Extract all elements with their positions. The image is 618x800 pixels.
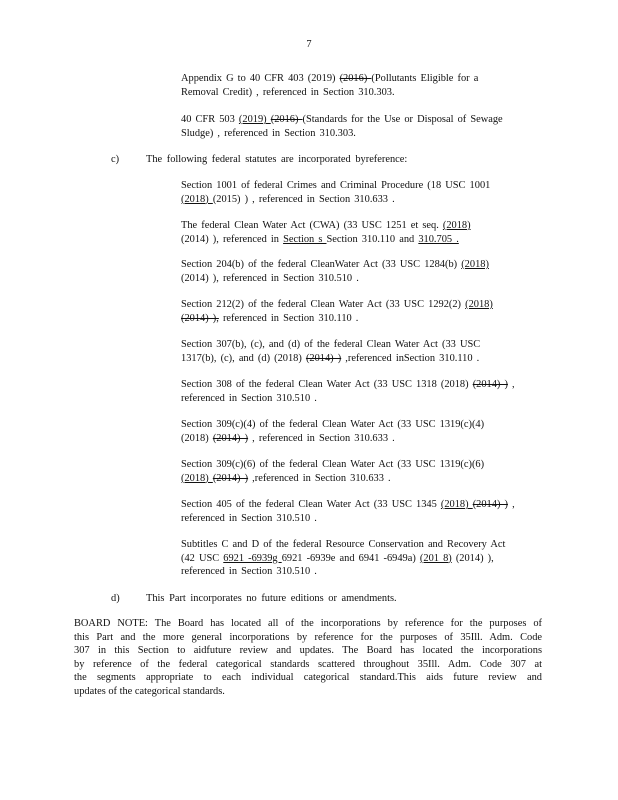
- entry-line: [181, 552, 526, 566]
- board-note: [74, 617, 542, 699]
- inserted-text: 6921 -6939g: [223, 552, 282, 564]
- entry-text: (Standards for the Use or Disposal of Sewage: [302, 114, 503, 125]
- entry-text: Section 1001 of federal Crimes and Criminal Procedure (18 USC 1001: [181, 180, 491, 191]
- entry-text: (42 USC: [181, 552, 224, 564]
- entry-text: 1317(b), (c), and (d) (2018): [181, 352, 306, 364]
- entry-line: [181, 538, 526, 552]
- entry-text: (2018): [181, 432, 213, 444]
- statute-entry: [181, 538, 526, 579]
- statute-entry: [181, 338, 526, 365]
- page-number: 7: [306, 39, 312, 50]
- inserted-text: 310.705 .: [418, 233, 459, 245]
- deleted-text: (2014) ): [472, 499, 508, 510]
- entry-line: [181, 193, 526, 207]
- entry-text: 40 CFR 503: [181, 114, 239, 125]
- entry-line: [181, 498, 526, 512]
- entry-line: [181, 565, 526, 579]
- entry-text: (2015) ) , referenced in Section 310.633 .: [212, 193, 395, 205]
- entry-line: [181, 338, 526, 352]
- entry-line: [181, 472, 526, 486]
- deleted-text: (2014) ): [305, 352, 342, 364]
- entry-text: ,referenced inSection 310.110 .: [341, 352, 480, 364]
- entry-line: [181, 86, 526, 100]
- entry-line: [181, 312, 526, 326]
- item-c-text: The following federal statutes are incorporated byreference:: [146, 154, 408, 165]
- deleted-text: (2016): [270, 114, 303, 125]
- board-note-line: 307 in this Section to aidfuture review and updates. The Board has located the incorporations: [74, 645, 542, 657]
- entry-text: referenced in Section 310.510 .: [181, 392, 317, 404]
- entry-text: (Pollutants Eligible for a: [371, 73, 479, 84]
- inserted-text: (2018): [181, 193, 213, 205]
- inserted-text: (2018): [465, 299, 493, 310]
- entry-line: [181, 113, 526, 127]
- entry-text: Sludge) , referenced in Section 310.303.: [181, 127, 356, 139]
- inserted-text: Section s: [283, 233, 327, 245]
- deleted-text: (2014) ): [212, 432, 249, 444]
- entry-line: [181, 458, 526, 472]
- entry-line: [181, 72, 526, 86]
- entry-line: [181, 392, 526, 406]
- inserted-text: (201 8): [419, 552, 452, 564]
- statute-entry: [181, 258, 526, 285]
- statute-entry: [181, 498, 526, 525]
- deleted-text: (2016): [339, 73, 372, 84]
- entry-text: Section 307(b), (c), and (d) of the federal Clean Water Act (33 USC: [181, 339, 481, 350]
- item-d-letter: d): [111, 593, 120, 604]
- cfr-entry-appendix-g: [181, 72, 526, 99]
- board-note-line: updates of the categorical standards.: [74, 685, 225, 697]
- entry-line: [181, 352, 526, 366]
- entry-text: Section 204(b) of the federal CleanWater Act (33 USC 1284(b): [181, 259, 462, 270]
- entry-line: [181, 258, 526, 272]
- board-note-line: this Part and the more general incorporations by reference for the purposes of 35Ill. Adm. Code: [74, 631, 542, 643]
- entry-line: [181, 418, 526, 432]
- entry-line: [181, 127, 526, 141]
- entry-text: (2014) ),: [451, 552, 494, 564]
- item-c-letter: c): [111, 154, 120, 165]
- entry-text: Appendix G to 40 CFR 403 (2019): [181, 73, 340, 84]
- entry-text: Section 310.110 and: [326, 233, 419, 245]
- entry-line: [181, 298, 526, 312]
- entry-text: Subtitles C and D of the federal Resource Conservation and Recovery Act: [181, 539, 506, 550]
- entry-text: Section 308 of the federal Clean Water Act (33 USC 1318 (2018): [181, 379, 473, 390]
- entry-line: [181, 233, 526, 247]
- deleted-text: (2014) ): [472, 379, 508, 390]
- entry-text: Section 405 of the federal Clean Water Act (33 USC 1345: [181, 499, 441, 510]
- entry-text: Removal Credit) , referenced in Section 310.303.: [181, 86, 395, 98]
- board-note-line: BOARD NOTE: The Board has located all of the incorporations by reference for the purposes of: [74, 618, 542, 629]
- entry-line: [181, 512, 526, 526]
- inserted-text: (2019): [238, 114, 271, 125]
- entry-line: [181, 378, 526, 392]
- entry-text: 6921 -6939e and 6941 -6949a): [281, 552, 420, 564]
- entry-line: [181, 432, 526, 446]
- statute-entry: [181, 298, 526, 325]
- statute-entry: [181, 458, 526, 485]
- statute-entry: [181, 179, 526, 206]
- entry-line: [181, 272, 526, 286]
- inserted-text: (2018): [181, 472, 213, 484]
- inserted-text: (2018): [442, 220, 471, 231]
- entry-text: The federal Clean Water Act (CWA) (33 USC 1251 et seq.: [181, 220, 443, 231]
- deleted-text: (2014) ),: [181, 312, 219, 324]
- entry-text: Section 212(2) of the federal Clean Water Act (33 USC 1292(2): [181, 299, 466, 310]
- entry-line: [181, 179, 526, 193]
- entry-text: Section 309(c)(6) of the federal Clean Water Act (33 USC 1319(c)(6): [181, 459, 485, 470]
- board-note-line: the segments appropriate to each individual categorical standard.This aids future review and: [74, 672, 542, 684]
- inserted-text: (2018): [440, 499, 473, 510]
- entry-text: Section 309(c)(4) of the federal Clean Water Act (33 USC 1319(c)(4): [181, 419, 485, 430]
- entry-text: referenced in Section 310.110 .: [218, 312, 359, 324]
- statute-entry: [181, 219, 526, 246]
- entry-text: ,: [507, 379, 515, 390]
- statute-entry: [181, 418, 526, 445]
- deleted-text: (2014) ): [212, 472, 249, 484]
- entry-text: (2014) ), referenced in Section 310.510 .: [181, 272, 359, 284]
- item-d-text: This Part incorporates no future editions or amendments.: [146, 593, 397, 604]
- entry-text: referenced in Section 310.510 .: [181, 566, 317, 578]
- board-note-line: by reference of the federal categorical standards scattered throughout 35Ill. Adm. Code 307 at: [74, 658, 542, 670]
- entry-text: ,referenced in Section 310.633 .: [248, 472, 391, 484]
- entry-text: referenced in Section 310.510 .: [181, 512, 317, 524]
- entry-line: [181, 219, 526, 233]
- statute-entry: [181, 378, 526, 405]
- entry-text: (2014) ), referenced in: [181, 233, 284, 245]
- entry-text: , referenced in Section 310.633 .: [248, 432, 395, 444]
- inserted-text: (2018): [461, 259, 489, 270]
- entry-text: ,: [507, 499, 515, 510]
- cfr-entry-40-cfr-503: [181, 113, 526, 140]
